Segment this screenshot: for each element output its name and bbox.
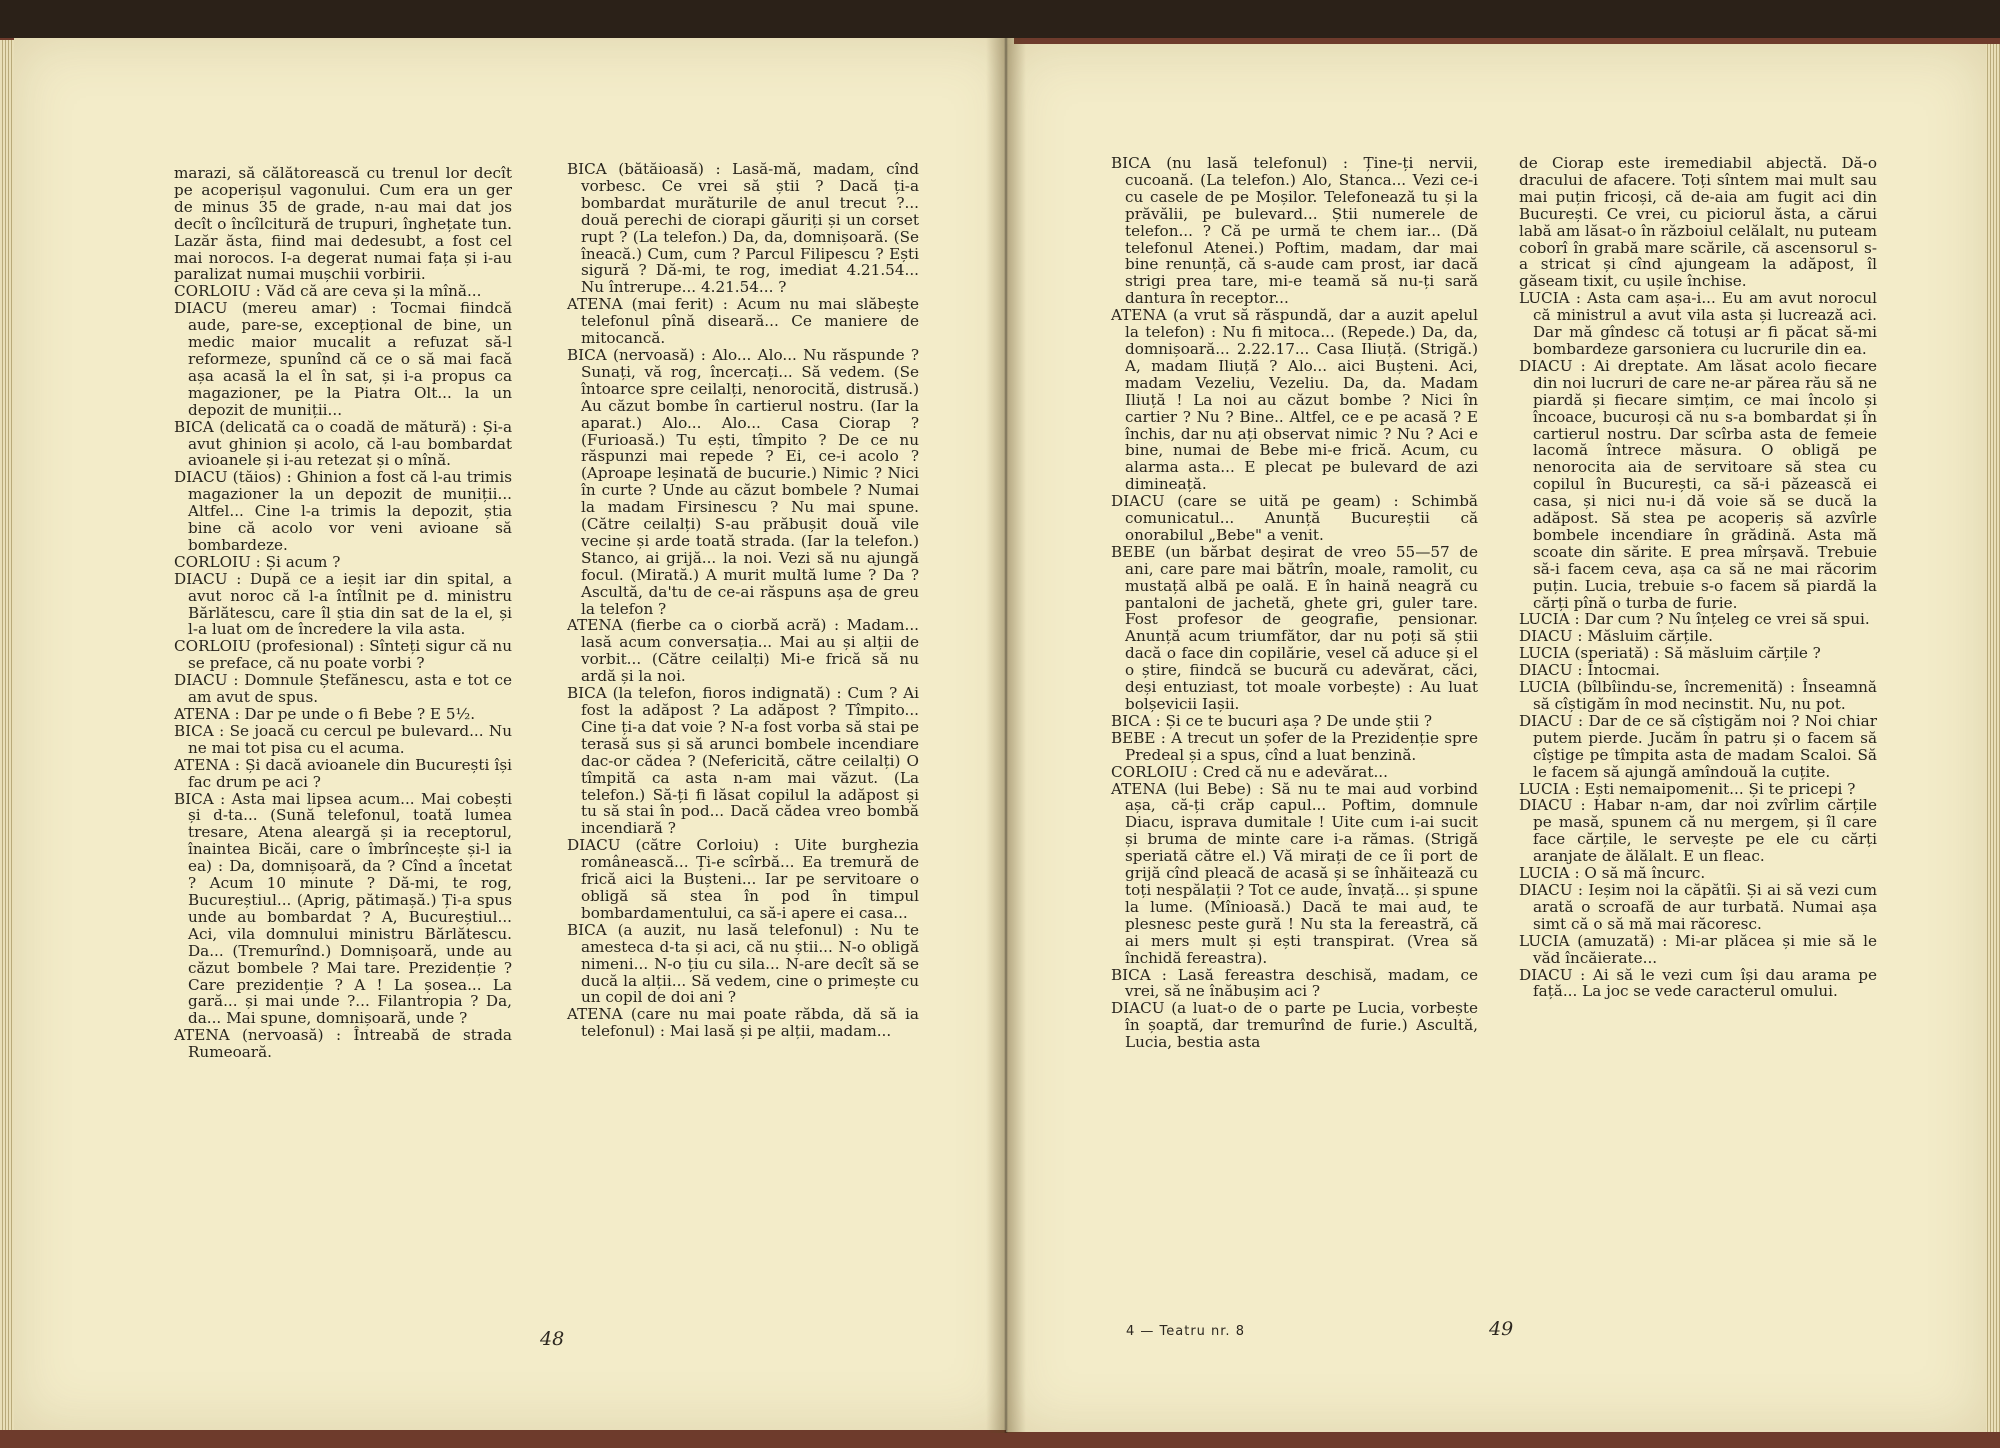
dialogue-line: LUCIA : Ești nemaipomenit... Și te pricepi ?: [1519, 779, 1856, 798]
dialogue-line: ATENA (lui Bebe) : Să nu te mai aud vorbind așa, că-ți crăp capul... Poftim, domnule Diacu, isprava dumitale ! Uite cum i-ai sucit și bruma de minte care i-a rămas. (Strigă speriată către el.) Vă mirați de ce îi port de grijă cînd pleacă de acasă și se înhăitează cu toți nespălații ? Tot ce aude, învață... și spune la lume. (Mînioasă.) Dacă te mai aud, te plesnesc peste gură ! Nu sta la fereastră, că ai mers mult și ești transpirat. (Vrea să închidă fereastra).: [1111, 779, 1478, 967]
dialogue-line: DIACU : Întocmai.: [1519, 661, 1661, 680]
dialogue-line: DIACU : Dar de ce să cîștigăm noi ? Noi chiar putem pierde. Jucăm în patru și o facem să cîștige pe tîmpita asta de madam Scaloi. Să le facem să ajungă amîndouă la cuțite.: [1519, 711, 1877, 781]
dialogue-line: ATENA : Dar pe unde o fi Bebe ? E 5½.: [174, 705, 476, 723]
dialogue-line: DIACU : Habar n-am, dar noi zvîrlim cărțile pe masă, spunem că nu mergem, și îl care face cărțile, le servește pe ele cu cărți aranjate de ălălalt. E un fleac.: [1519, 796, 1877, 866]
dialogue-line: BICA (delicată ca o coadă de mătură) : Și-a avut ghinion și acolo, că l-au bombardat avioanele și i-au retezat și o mînă.: [174, 417, 512, 470]
dialogue-line: BEBE : A trecut un șofer de la Prezidenție spre Predeal și a spus, cînd a luat benzină.: [1111, 728, 1478, 764]
dialogue-line: LUCIA : Asta cam așa-i... Eu am avut norocul că ministrul a avut vila asta și lucrează aci. Dar mă gîndesc că totuși ar fi păcat să-mi bombardeze garsoniera cu lucrurile din ea.: [1519, 289, 1877, 358]
dialogue-line: BICA : Lasă fereastra deschisă, madam, ce vrei, să ne înăbușim aci ?: [1111, 965, 1478, 1001]
dialogue-line: ATENA (mai ferit) : Acum nu mai slăbește telefonul pînă diseară... Ce maniere de mitocancă.: [567, 295, 919, 348]
dialogue-line: BICA : Și ce te bucuri așa ? De unde știi ?: [1111, 711, 1432, 730]
dialogue-line: LUCIA : Dar cum ? Nu înțeleg ce vrei să spui.: [1519, 610, 1870, 629]
dialogue-line: ATENA (a vrut să răspundă, dar a auzit apelul la telefon) : Nu fi mitoca... (Repede.) Da, da, domnișoară... 2.22.17... Casa Iliuță. (Strigă.) A, madam Iliuță ? Alo... aici Bușteni. Aci, madam Vezeliu, Vezeliu. Da, da. Madam Iliuță ! La noi au căzut bombe ? Nici în cartier ? Nu ? Bine.. Altfel, ce e pe acasă ? E închis, dar nu ați observat nimic ? Nu ? Aci e bine, numai de Bebe mi-e frică. Acum, cu alarma asta... E plecat pe bulevard de azi dimineață.: [1111, 306, 1478, 494]
dialogue-line: DIACU : Măsluim cărțile.: [1519, 627, 1713, 646]
dialogue-line: CORLOIU : Și acum ?: [174, 552, 341, 571]
dialogue-line: BICA (a auzit, nu lasă telefonul) : Nu te amesteca d-ta și aci, că nu știi... N-o obligă nimeni... N-o țiu cu sila... N-are decît să se ducă la alții... Să vedem, cine o primește cu un copil de doi ani ?: [567, 920, 919, 1007]
page-number-right: 49: [1489, 1318, 1514, 1340]
dialogue-line: ATENA (care nu mai poate răbda, dă să ia telefonul) : Mai lasă și pe alții, madam...: [567, 1005, 919, 1041]
dialogue-line: DIACU : Ai să le vezi cum își dau arama pe față... La joc se vede caracterul omului.: [1519, 965, 1877, 1001]
dialogue-line: LUCIA (bîlbîindu-se, încremenită) : Înseamnă să cîștigăm în mod necinstit. Nu, nu pot.: [1519, 678, 1877, 713]
right-page-column-2: [1519, 155, 1877, 1000]
dialogue-line: BEBE (un bărbat deșirat de vreo 55—57 de ani, care pare mai bătrîn, moale, ramolit, cu mustață albă pe oală. E în haină neagră cu pantaloni de jachetă, ghete gri, guler tare. Fost profesor de geografie, pensionar. Anunță acum triumfător, dar nu poți să știi dacă o face din copilărie, vesel că aduce și el o știre, fiindcă se bucură cu adevărat, căci, deși entuziast, tot moale vorbește) : Au luat bolșevicii Iașii.: [1111, 542, 1478, 713]
dialogue-line: DIACU (mereu amar) : Tocmai fiindcă aude, pare-se, excepțional de bine, un medic maior mucalit a refuzat să-l reformeze, spunînd că ce o să mai facă așa acasă la el în sat, și i-a propus ca magazioner, pe la Piatra Olt... la un depozit de muniții...: [174, 299, 512, 419]
signature-footer: 4 — Teatru nr. 8: [1126, 1324, 1245, 1339]
dialogue-line: BICA (bătăioasă) : Lasă-mă, madam, cînd vorbesc. Ce vrei să știi ? Dacă ți-a bombardat murăturile de anul trecut ?... două perechi de ciorapi găuriți și un corset rupt ? (La telefon.) Da, da, domnișoară. (Se îneacă.) Cum, cum ? Parcul Filipescu ? Ești sigură ? Dă-mi, te rog, imediat 4.21.54... Nu întrerupe... 4.21.54... ?: [567, 160, 919, 297]
left-page-column-2: [567, 161, 919, 1040]
book-gutter: [986, 38, 1026, 1433]
dialogue-line: LUCIA (speriată) : Să măsluim cărțile ?: [1519, 644, 1821, 663]
text-continuation: marazi, să călătorească cu trenul lor decît pe acoperișul vagonului. Cum era un ger de minus 35 de grade, n-au mai dat jos decît o încîlcitură de trupuri, înghețate tun. Lazăr ăsta, fiind mai dedesubt, a fost cel mai norocos. I-a degerat numai fața și i-au paralizat numai mușchii vorbirii.: [174, 164, 512, 284]
dialogue-line: DIACU (a luat-o de o parte pe Lucia, vorbește în șoaptă, dar tremurînd de furie.) Ascultă, Lucia, bestia asta: [1111, 999, 1478, 1052]
dialogue-line: DIACU (către Corloiu) : Uite burghezia românească... Ți-e scîrbă... Ea tremură de frică aici la Bușteni... Iar pe servitoare o obligă să stea în pod în timpul bombardamentului, ca să-i apere ei casa...: [567, 836, 919, 922]
dialogue-line: BICA : Se joacă cu cercul pe bulevard... Nu ne mai tot pisa cu el acuma.: [174, 721, 512, 757]
dialogue-line: ATENA (fierbe ca o ciorbă acră) : Madam... lasă acum conversația... Mai au și alții de vorbit... (Către ceilalți) Mi-e frică să nu ardă și la noi.: [567, 616, 919, 686]
dialogue-line: LUCIA : O să mă încurc.: [1519, 864, 1706, 883]
text-continuation: de Ciorap este iremediabil abjectă. Dă-o dracului de afacere. Toți sîntem mai mult sau mai puțin fricoși, că de-aia am fugit aci din București. Ce vrei, cu piciorul ăsta, a cărui labă am lăsat-o în războiul celălalt, nu puteam coborî în grabă mare scările, că ascensorul s-a stricat și cînd ajungeam la adăpost, îl găseam tixit, cu ușile închise.: [1519, 154, 1877, 291]
dialogue-line: CORLOIU : Cred că nu e adevărat...: [1111, 762, 1388, 781]
page-edges-right: [1984, 44, 2000, 1432]
dialogue-line: BICA (nervoasă) : Alo... Alo... Nu răspunde ? Sunați, vă rog, încercați... Să vedem. (Se întoarce spre ceilalți, nenorocită, distrusă.) Au căzut bombe în cartierul nostru. (Iar la aparat.) Alo... Alo... Casa Ciorap ? (Furioasă.) Tu ești, tîmpito ? De ce nu răspunzi mai repede ? Ei, ce-i acolo ? (Aproape leșinată de bucurie.) Nimic ? Nici în curte ? Unde au căzut bombele ? Numai la madam Firsinescu ? Nu mai spune. (Către ceilalți) S-au prăbușit două vile vecine și arde toată strada. (Iar la telefon.) Stanco, ai grijă... la noi. Vezi să nu ajungă focul. (Mirată.) A murit multă lume ? Da ? Ascultă, da'tu de ce-ai răspuns așa de greu la telefon ?: [567, 345, 919, 618]
dialogue-line: LUCIA (amuzată) : Mi-ar plăcea și mie să le văd încăierate...: [1519, 931, 1877, 967]
dialogue-line: BICA (nu lasă telefonul) : Ține-ți nervii, cucoană. (La telefon.) Alo, Stanca... Vezi ce-i cu casele de pe Moșilor. Telefonează tu și la prăvălii, pe bulevard... Știi numerele de telefon... ? Că pe urmă te chem iar... (Dă telefonul Atenei.) Poftim, madam, dar mai bine renunță, că s-aude cam prost, iar dacă strigi prea tare, mi-e teamă să nu-ți sară dantura în receptor...: [1111, 154, 1478, 308]
dialogue-line: CORLOIU (profesional) : Sînteți sigur că nu se preface, că nu poate vorbi ?: [174, 637, 512, 673]
dialogue-line: DIACU : Ai dreptate. Am lăsat acolo fiecare din noi lucruri de care ne-ar părea rău să ne piardă și fiecare simțim, ce mai încolo și încoace, bucuroși că nu s-a bombardat și în cartierul nostru. Dar scîrba asta de femeie lacomă întrece măsura. O obligă pe nenorocita aia de servitoare să stea cu copilul în București, ca să-i păzească ei casa, și nici nu-i dă voie să se ducă la adăpost. Să stea pe acoperiș să azvîrle bombele incendiare în grădină. Asta mă scoate din sărite. E prea mîrșavă. Trebuie să-i facem ceva, așa ca să ne mai răcorim puțin. Lucia, trebuie s-o facem să piardă la cărți pînă o turba de furie.: [1519, 356, 1877, 612]
dialogue-line: BICA (la telefon, fioros indignată) : Cum ? Ai fost la adăpost ? La adăpost ? Tîmpito... Cine ți-a dat voie ? N-a fost vorba să stai pe terasă sus și să arunci bombele incendiare dac-or cădea ? (Nefericită, către ceilalți) O tîmpită ca asta n-am mai văzut. (La telefon.) Să-ți fi lăsat copilul la adăpost și tu să stai în pod... Dacă cădea vreo bombă incendiară ?: [567, 684, 919, 838]
dialogue-line: DIACU : După ce a ieșit iar din spital, a avut noroc că l-a întîlnit pe d. ministru Bărlătescu, care îl știa din sat de la el, și l-a luat om de încredere la vila asta.: [174, 569, 512, 639]
dialogue-line: DIACU : Domnule Ștefănescu, asta e tot ce am avut de spus.: [174, 671, 512, 707]
dialogue-line: DIACU (tăios) : Ghinion a fost că l-au trimis magazioner la un depozit de muniții... Altfel... Cine l-a trimis la depozit, știa bine că acolo vor veni avioane să bombardeze.: [174, 468, 512, 554]
dialogue-line: BICA : Asta mai lipsea acum... Mai cobești și d-ta... (Sună telefonul, toată lumea tresare, Atena aleargă și ia receptorul, înaintea Bicăi, care o îmbrîncește și-l ia ea) : Da, domnișoară, da ? Cînd a încetat ? Acum 10 minute ? Dă-mi, te rog, Bucureștiul... (Aprig, pătimașă.) Ți-a spus unde au bombardat ? A, Bucureștiul... Aci, vila domnului ministru Bărlătescu. Da... (Tremurînd.) Domnișoară, unde au căzut bombele ? Mai tare. Prezidenție ? Care prezidenție ? A ! La șosea... La gară... și mai unde ?... Filantropia ? Da, da... Mai spune, domnișoară, unde ?: [174, 789, 512, 1028]
dialogue-line: DIACU : Ieșim noi la căpătîi. Și ai să vezi cum arată o scroafă de aur turbată. Numai așa simt că o să mă mai răcoresc.: [1519, 880, 1877, 933]
page-number-left: 48: [540, 1328, 565, 1350]
dialogue-line: ATENA (nervoasă) : Întreabă de strada Rumeoară.: [174, 1026, 512, 1062]
left-page-column-1: [174, 165, 512, 1061]
right-page-column-1: [1111, 155, 1478, 1051]
dialogue-line: DIACU (care se uită pe geam) : Schimbă comunicatul... Anunță Bucureștii că onorabilul „Bebe" a venit.: [1111, 492, 1478, 544]
dialogue-line: CORLOIU : Văd că are ceva și la mînă...: [174, 282, 482, 301]
dialogue-line: ATENA : Și dacă avioanele din București își fac drum pe aci ?: [174, 755, 512, 791]
